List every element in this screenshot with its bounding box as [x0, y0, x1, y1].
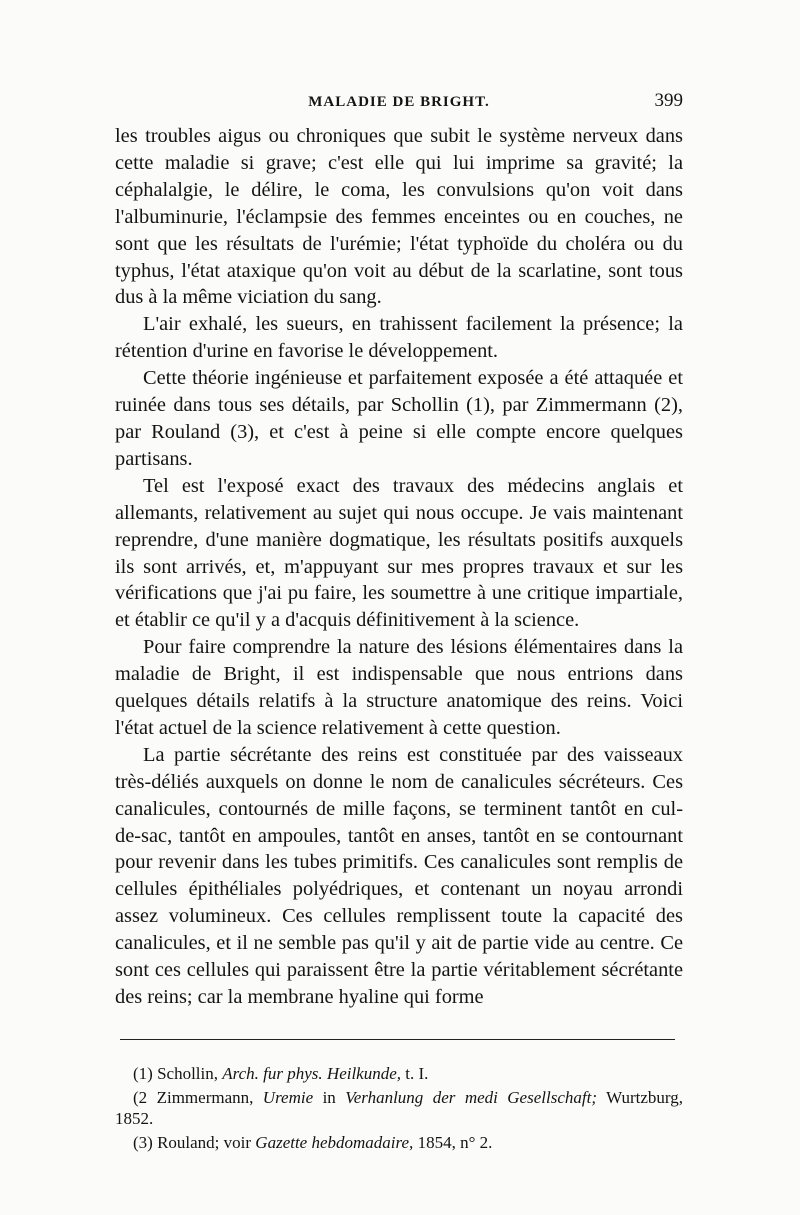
- footnote-title: Arch. fur phys. Heilkunde,: [222, 1064, 402, 1083]
- footnote-title: Gazette hebdomadaire,: [255, 1132, 414, 1152]
- footnote-2: [115, 1087, 683, 1130]
- paragraph-2: L'air exhalé, les sueurs, en trahissent facilement la présence; la rétention d'urine en favorise le développement.: [115, 313, 683, 363]
- paragraph-5: Pour faire comprendre la nature des lésions élémentaires dans la maladie de Bright, il est indispensable que nous entrions dans quelques détails relatifs à la structure anatomique des reins. Voici l'état actuel de la science relativement à cette question.: [115, 636, 683, 739]
- footnote-3: [115, 1132, 683, 1154]
- paragraph-6: La partie sécrétante des reins est constituée par des vaisseaux très-déliés auxquels on donne le nom de canalicules sécréteurs. Ces canalicules, contournés de mille façons, se terminent tantôt en cul-de-sac, tantôt en ampoules, tantôt en anses, tantôt en se contournant pour revenir dans les tubes primitifs. Ces canalicules sont remplis de cellules épithéliales polyédriques, et contenant un noyau arrondi assez volumineux. Ces cellules remplissent toute la capacité des canalicules, et il ne semble pas qu'il y ait de partie vide au centre. Ce sont ces cellules qui paraissent être la partie véritablement sécrétante des reins; car la membrane hyaline qui forme: [115, 743, 683, 1008]
- footnotes: [115, 1063, 683, 1153]
- footnote-rest: t. I.: [405, 1064, 429, 1083]
- footnote-title-2: Verhanlung der medi Gesellschaft;: [345, 1087, 597, 1107]
- paragraph-4: Tel est l'exposé exact des travaux des médecins anglais et allemants, relativement au sujet qui nous occupe. Je vais maintenant reprendre, d'une manière dogmatique, les résultats positifs auxquels ils sont arrivés, et, m'appuyant sur mes propres travaux et sur les vérifications que j'ai pu faire, les soumettre à une critique impartiale, et établir ce qu'il y a d'acquis définitivement à la science.: [115, 474, 683, 632]
- footnote-mark: (2: [133, 1087, 148, 1107]
- footnote-author: Schollin,: [157, 1064, 218, 1083]
- body-text: [115, 123, 683, 1011]
- footnote-title: Uremie: [262, 1087, 314, 1107]
- running-title: MALADIE DE BRIGHT.: [308, 94, 490, 110]
- footnote-rest: 1854, n° 2.: [417, 1132, 493, 1152]
- paragraph-3: Cette théorie ingénieuse et parfaitement exposée a été attaquée et ruinée dans tous ses détails, par Schollin (1), par Zimmermann (2), par Rouland (3), et c'est à peine si elle compte encore quelques partisans.: [115, 367, 683, 470]
- footnote-mark: (3): [133, 1132, 153, 1152]
- page-number: 399: [654, 90, 683, 111]
- footnote-divider: [120, 1039, 675, 1040]
- footnote-author: Rouland; voir: [157, 1132, 252, 1152]
- footnote-mark: (1): [133, 1064, 153, 1083]
- footnote-rest: Wurtzburg, 1852.: [115, 1087, 684, 1129]
- footnote-in: in: [322, 1087, 336, 1107]
- footnote-author: Zimmermann,: [156, 1087, 254, 1107]
- footnote-1: [115, 1063, 683, 1085]
- page-header: [115, 88, 683, 118]
- paragraph-1: les troubles aigus ou chroniques que subit le système nerveux dans cette maladie si grave; c'est elle qui lui imprime sa gravité; la céphalalgie, le délire, le coma, les convulsions qu'on voit dans l'albuminurie, l'éclampsie des femmes enceintes ou en couches, ne sont que les résultats de l'urémie; l'état typhoïde du choléra ou du typhus, l'état ataxique qu'on voit au début de la scarlatine, sont tous dus à la même viciation du sang.: [115, 125, 683, 309]
